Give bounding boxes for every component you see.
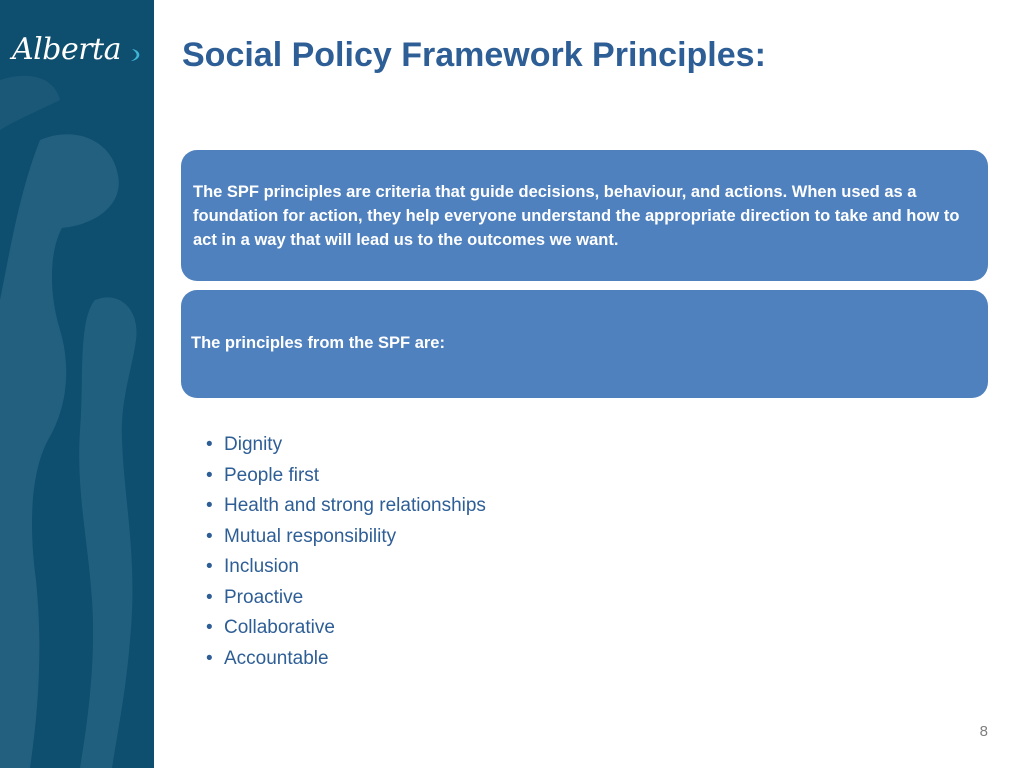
slide-title: Social Policy Framework Principles: [182, 36, 766, 74]
list-item: • People first [206, 461, 486, 492]
watermark-graphic [0, 0, 154, 768]
principles-header-text: The principles from the SPF are: [191, 334, 445, 352]
page-number: 8 [979, 723, 988, 740]
intro-text-box [181, 150, 988, 281]
bullet-icon: • [206, 586, 213, 608]
bullet-icon: • [206, 647, 213, 669]
list-item: • Health and strong relationships [206, 491, 486, 522]
bullet-icon: • [206, 556, 213, 577]
list-item: • Dignity [206, 430, 486, 461]
principles-header-box [181, 290, 988, 398]
intro-text: The SPF principles are criteria that guide decisions, behaviour, and actions. When used as a foundation for action, they help everyone understand the appropriate direction to take and how to act in a way that will lead us to the outcomes we want. [193, 183, 960, 249]
list-item: • Mutual responsibility [206, 522, 486, 553]
bullet-icon: • [206, 434, 213, 455]
bullet-icon: • [206, 495, 213, 516]
alberta-logo [12, 30, 142, 74]
list-item: • Inclusion [206, 552, 486, 583]
bullet-icon: • [206, 464, 213, 486]
wave-mark-icon [130, 48, 142, 62]
list-item: • Proactive [206, 583, 486, 614]
list-item: • Accountable [206, 644, 486, 675]
sidebar-panel [0, 0, 154, 768]
logo-text: Alberta [12, 32, 121, 67]
list-item: • Collaborative [206, 613, 486, 644]
bullet-icon: • [206, 525, 213, 547]
principles-list [206, 430, 486, 674]
bullet-icon: • [206, 617, 213, 638]
